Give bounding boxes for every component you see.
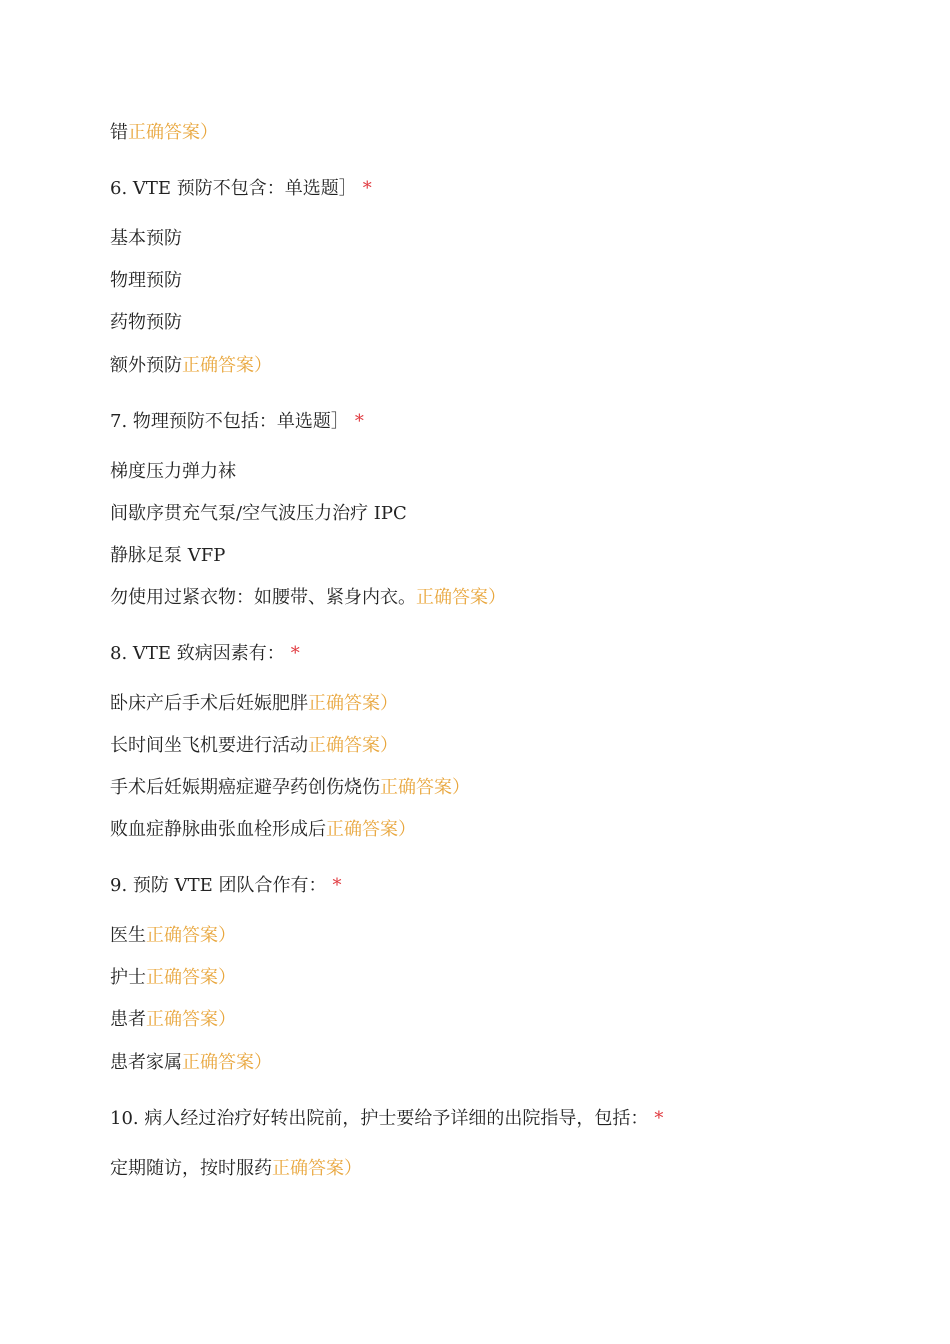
q9-option-3 (110, 1008, 236, 1032)
option-fragment (110, 121, 218, 145)
q9-option-2 (110, 966, 236, 990)
question-text: 8. VTE 致病因素有： (110, 643, 285, 664)
correct-answer-tag: 正确答案） (146, 967, 236, 988)
q9-option-4 (110, 1051, 272, 1075)
option-label: 间歇序贯充气泵/空气波压力治疗 IPC (110, 503, 407, 524)
q6-option-2 (110, 269, 182, 293)
q8-option-4 (110, 818, 416, 842)
required-asterisk-icon: * (362, 178, 372, 199)
required-asterisk-icon: * (354, 411, 364, 432)
option-label: 静脉足泵 VFP (110, 545, 226, 566)
question-10-title (110, 1107, 663, 1131)
question-text: 10. 病人经过治疗好转出院前，护士要给予详细的出院指导，包括： (110, 1108, 649, 1129)
question-8-title (110, 642, 300, 666)
correct-answer-tag: 正确答案） (380, 777, 470, 798)
required-asterisk-icon: * (290, 643, 300, 664)
correct-answer-tag: 正确答案） (326, 819, 416, 840)
option-label: 错 (110, 122, 128, 143)
option-label: 梯度压力弹力袜 (110, 461, 236, 482)
q6-option-4 (110, 354, 272, 378)
correct-answer-tag: 正确答案） (272, 1158, 362, 1179)
question-6-title (110, 177, 372, 201)
q7-option-4 (110, 586, 506, 610)
question-text: 7. 物理预防不包括：单选题］ (110, 411, 349, 432)
q6-option-3 (110, 311, 182, 335)
correct-answer-tag: 正确答案） (308, 735, 398, 756)
q6-option-1 (110, 227, 182, 251)
option-label: 患者家属 (110, 1052, 182, 1073)
option-label: 患者 (110, 1009, 146, 1030)
correct-answer-tag: 正确答案） (416, 587, 506, 608)
required-asterisk-icon: * (654, 1108, 664, 1129)
question-9-title (110, 874, 341, 898)
q10-option-1 (110, 1157, 362, 1181)
q7-option-2 (110, 502, 407, 526)
option-label: 额外预防 (110, 355, 182, 376)
option-label: 败血症静脉曲张血栓形成后 (110, 819, 326, 840)
correct-answer-tag: 正确答案） (308, 693, 398, 714)
question-7-title (110, 410, 364, 434)
question-text: 6. VTE 预防不包含：单选题］ (110, 178, 357, 199)
q8-option-3 (110, 776, 470, 800)
option-label: 护士 (110, 967, 146, 988)
q8-option-1 (110, 692, 398, 716)
correct-answer-tag: 正确答案） (146, 925, 236, 946)
option-label: 手术后妊娠期癌症避孕药创伤烧伤 (110, 777, 380, 798)
q7-option-1 (110, 460, 236, 484)
option-label: 长时间坐飞机要进行活动 (110, 735, 308, 756)
correct-answer-tag: 正确答案） (128, 122, 218, 143)
question-text: 9. 预防 VTE 团队合作有： (110, 875, 327, 896)
option-label: 基本预防 (110, 228, 182, 249)
q8-option-2 (110, 734, 398, 758)
option-label: 卧床产后手术后妊娠肥胖 (110, 693, 308, 714)
correct-answer-tag: 正确答案） (182, 355, 272, 376)
option-label: 医生 (110, 925, 146, 946)
option-label: 勿使用过紧衣物：如腰带、紧身内衣。 (110, 587, 416, 608)
option-label: 物理预防 (110, 270, 182, 291)
required-asterisk-icon: * (332, 875, 342, 896)
correct-answer-tag: 正确答案） (146, 1009, 236, 1030)
q7-option-3 (110, 544, 225, 568)
correct-answer-tag: 正确答案） (182, 1052, 272, 1073)
q9-option-1 (110, 924, 236, 948)
option-label: 定期随访，按时服药 (110, 1158, 272, 1179)
option-label: 药物预防 (110, 312, 182, 333)
